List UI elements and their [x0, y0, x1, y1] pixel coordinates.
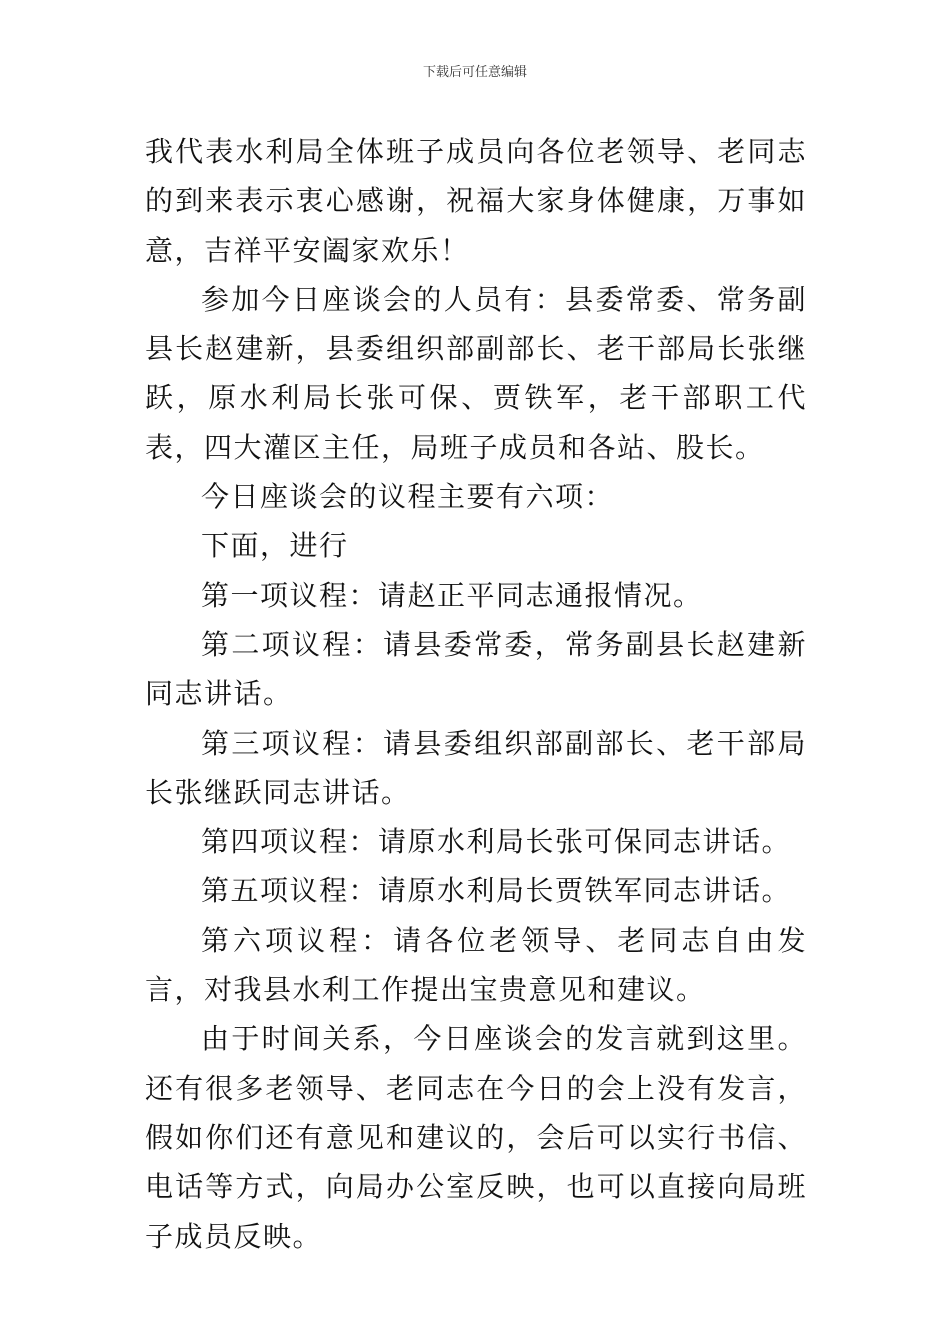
paragraph-thanks: 我代表水利局全体班子成员向各位老领导、老同志的到来表示衷心感谢，祝福大家身体健康，万事如意，吉祥平安阖家欢乐！	[145, 135, 807, 267]
document-body	[145, 127, 807, 1261]
paragraph-agenda-intro: 今日座谈会的议程主要有六项：	[201, 480, 615, 514]
paragraph-proceed: 下面，进行	[201, 529, 349, 563]
paragraph-closing: 由于时间关系，今日座谈会的发言就到这里。还有很多老领导、老同志在今日的会上没有发言，假如你们还有意见和建议的，会后可以实行书信、电话等方式，向局办公室反映，也可以直接向局班子成员反映。	[145, 1022, 807, 1253]
paragraph-agenda-item-3: 第三项议程：请县委组织部副部长、老干部局长张继跃同志讲话。	[145, 726, 807, 809]
paragraph-agenda-item-2: 第二项议程：请县委常委，常务副县长赵建新同志讲话。	[145, 627, 807, 711]
paragraph-agenda-item-6: 第六项议程：请各位老领导、老同志自由发言，对我县水利工作提出宝贵意见和建议。	[145, 923, 807, 1007]
paragraph-attendees: 参加今日座谈会的人员有：县委常委、常务副县长赵建新，县委组织部副部长、老干部局长张继跃，原水利局长张可保、贾铁军，老干部职工代表，四大灌区主任，局班子成员和各站、股长。	[145, 282, 807, 464]
paragraph-agenda-item-4: 第四项议程：请原水利局长张可保同志讲话。	[201, 825, 792, 859]
page-header: 下载后可任意编辑	[422, 65, 527, 80]
paragraph-agenda-item-1: 第一项议程：请赵正平同志通报情况。	[201, 578, 703, 612]
paragraph-agenda-item-5: 第五项议程：请原水利局长贾铁军同志讲话。	[201, 874, 792, 908]
